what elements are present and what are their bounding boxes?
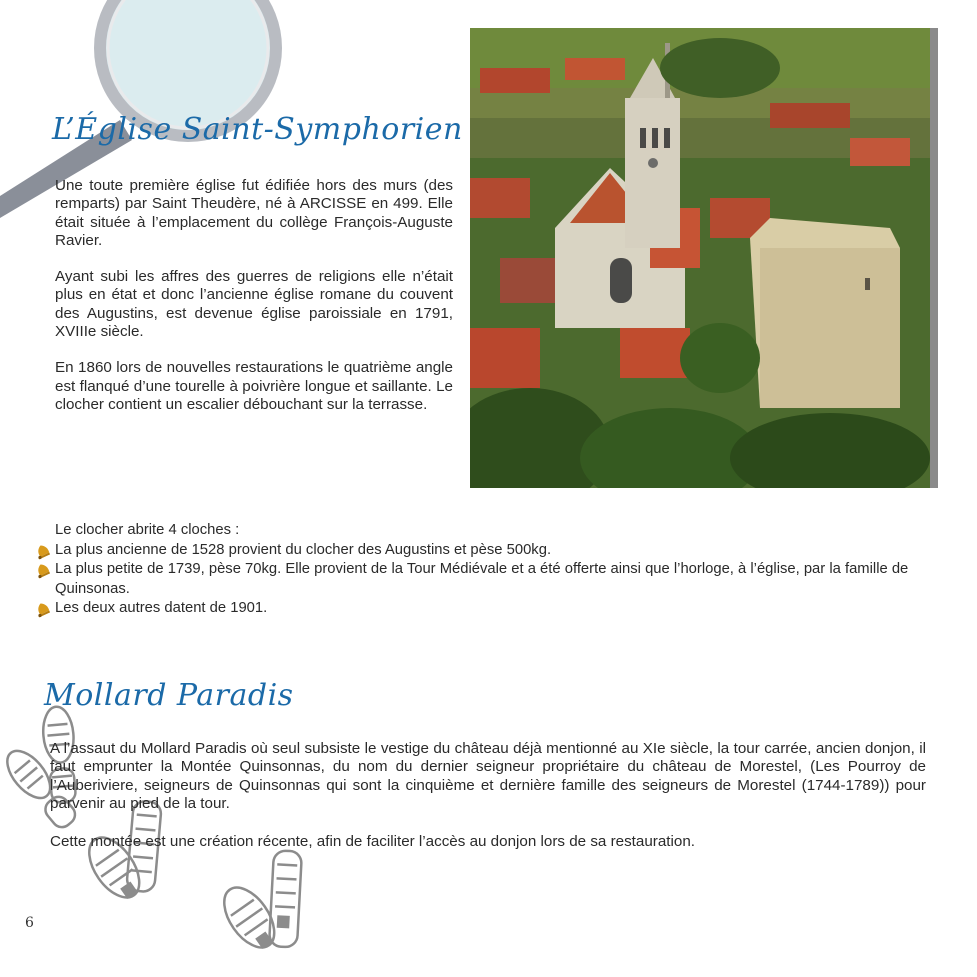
list-item bbox=[34, 599, 954, 619]
bell-item-text: La plus ancienne de 1528 provient du clocher des Augustins et pèse 500kg. bbox=[55, 541, 552, 558]
bell-item-text: Les deux autres datent de 1901. bbox=[55, 600, 268, 616]
mollard-paragraph: Cette montée est une création récente, afin de faciliter l’accès au donjon lors de sa restauration. bbox=[50, 833, 695, 851]
bell-item-text: La plus petite de 1739, pèse 70kg. Elle provient de la Tour Médiévale et a été offerte ainsi que l’horloge, à l’église, par la famille de Quinsonas. bbox=[55, 561, 909, 597]
bell-icon bbox=[34, 600, 52, 618]
bells-intro: Le clocher abrite 4 cloches : bbox=[55, 522, 240, 538]
page-number: 6 bbox=[25, 915, 34, 931]
bells-list bbox=[34, 521, 954, 619]
church-aerial-photo bbox=[470, 28, 938, 488]
bell-icon bbox=[34, 561, 52, 579]
church-title: L’Église Saint-Symphorien bbox=[52, 112, 463, 147]
church-description bbox=[55, 177, 453, 432]
list-item bbox=[34, 541, 954, 561]
church-paragraph: En 1860 lors de nouvelles restaurations le quatrième angle est flanqué d’une tourelle à poivrière longue et saillante. Le clocher contient un escalier débouchant sur la terrasse. bbox=[55, 359, 453, 413]
mollard-paragraph: A l’assaut du Mollard Paradis où seul subsiste le vestige du château déjà mentionné au XIe siècle, la tour carrée, ancien donjon, il faut emprunter la Montée Quinsonnas, du nom du dernier seigneur propriétaire du château de Morestel, (Les Pourroy de l’Auberiviere, seigneurs de Quinsonnas qui sont la cinquième et dernière famille des seigneurs de Morestel (1744-1789)) pour parvenir au pied de la tour. bbox=[50, 740, 926, 812]
church-paragraph: Une toute première église fut édifiée hors des murs (des remparts) par Saint Theudère, né à ARCISSE en 499. Elle était située à l’emplacement du collège François-Auguste Ravier. bbox=[55, 177, 453, 249]
list-item bbox=[34, 560, 954, 599]
church-paragraph: Ayant subi les affres des guerres de religions elle n’était plus en état et donc l’ancienne église romane du couvent des Augustins, est devenue église paroissiale en 1791, XVIIIe siècle. bbox=[55, 268, 453, 341]
bell-icon bbox=[34, 542, 52, 560]
mollard-title: Mollard Paradis bbox=[44, 678, 294, 713]
mollard-description bbox=[50, 740, 926, 871]
